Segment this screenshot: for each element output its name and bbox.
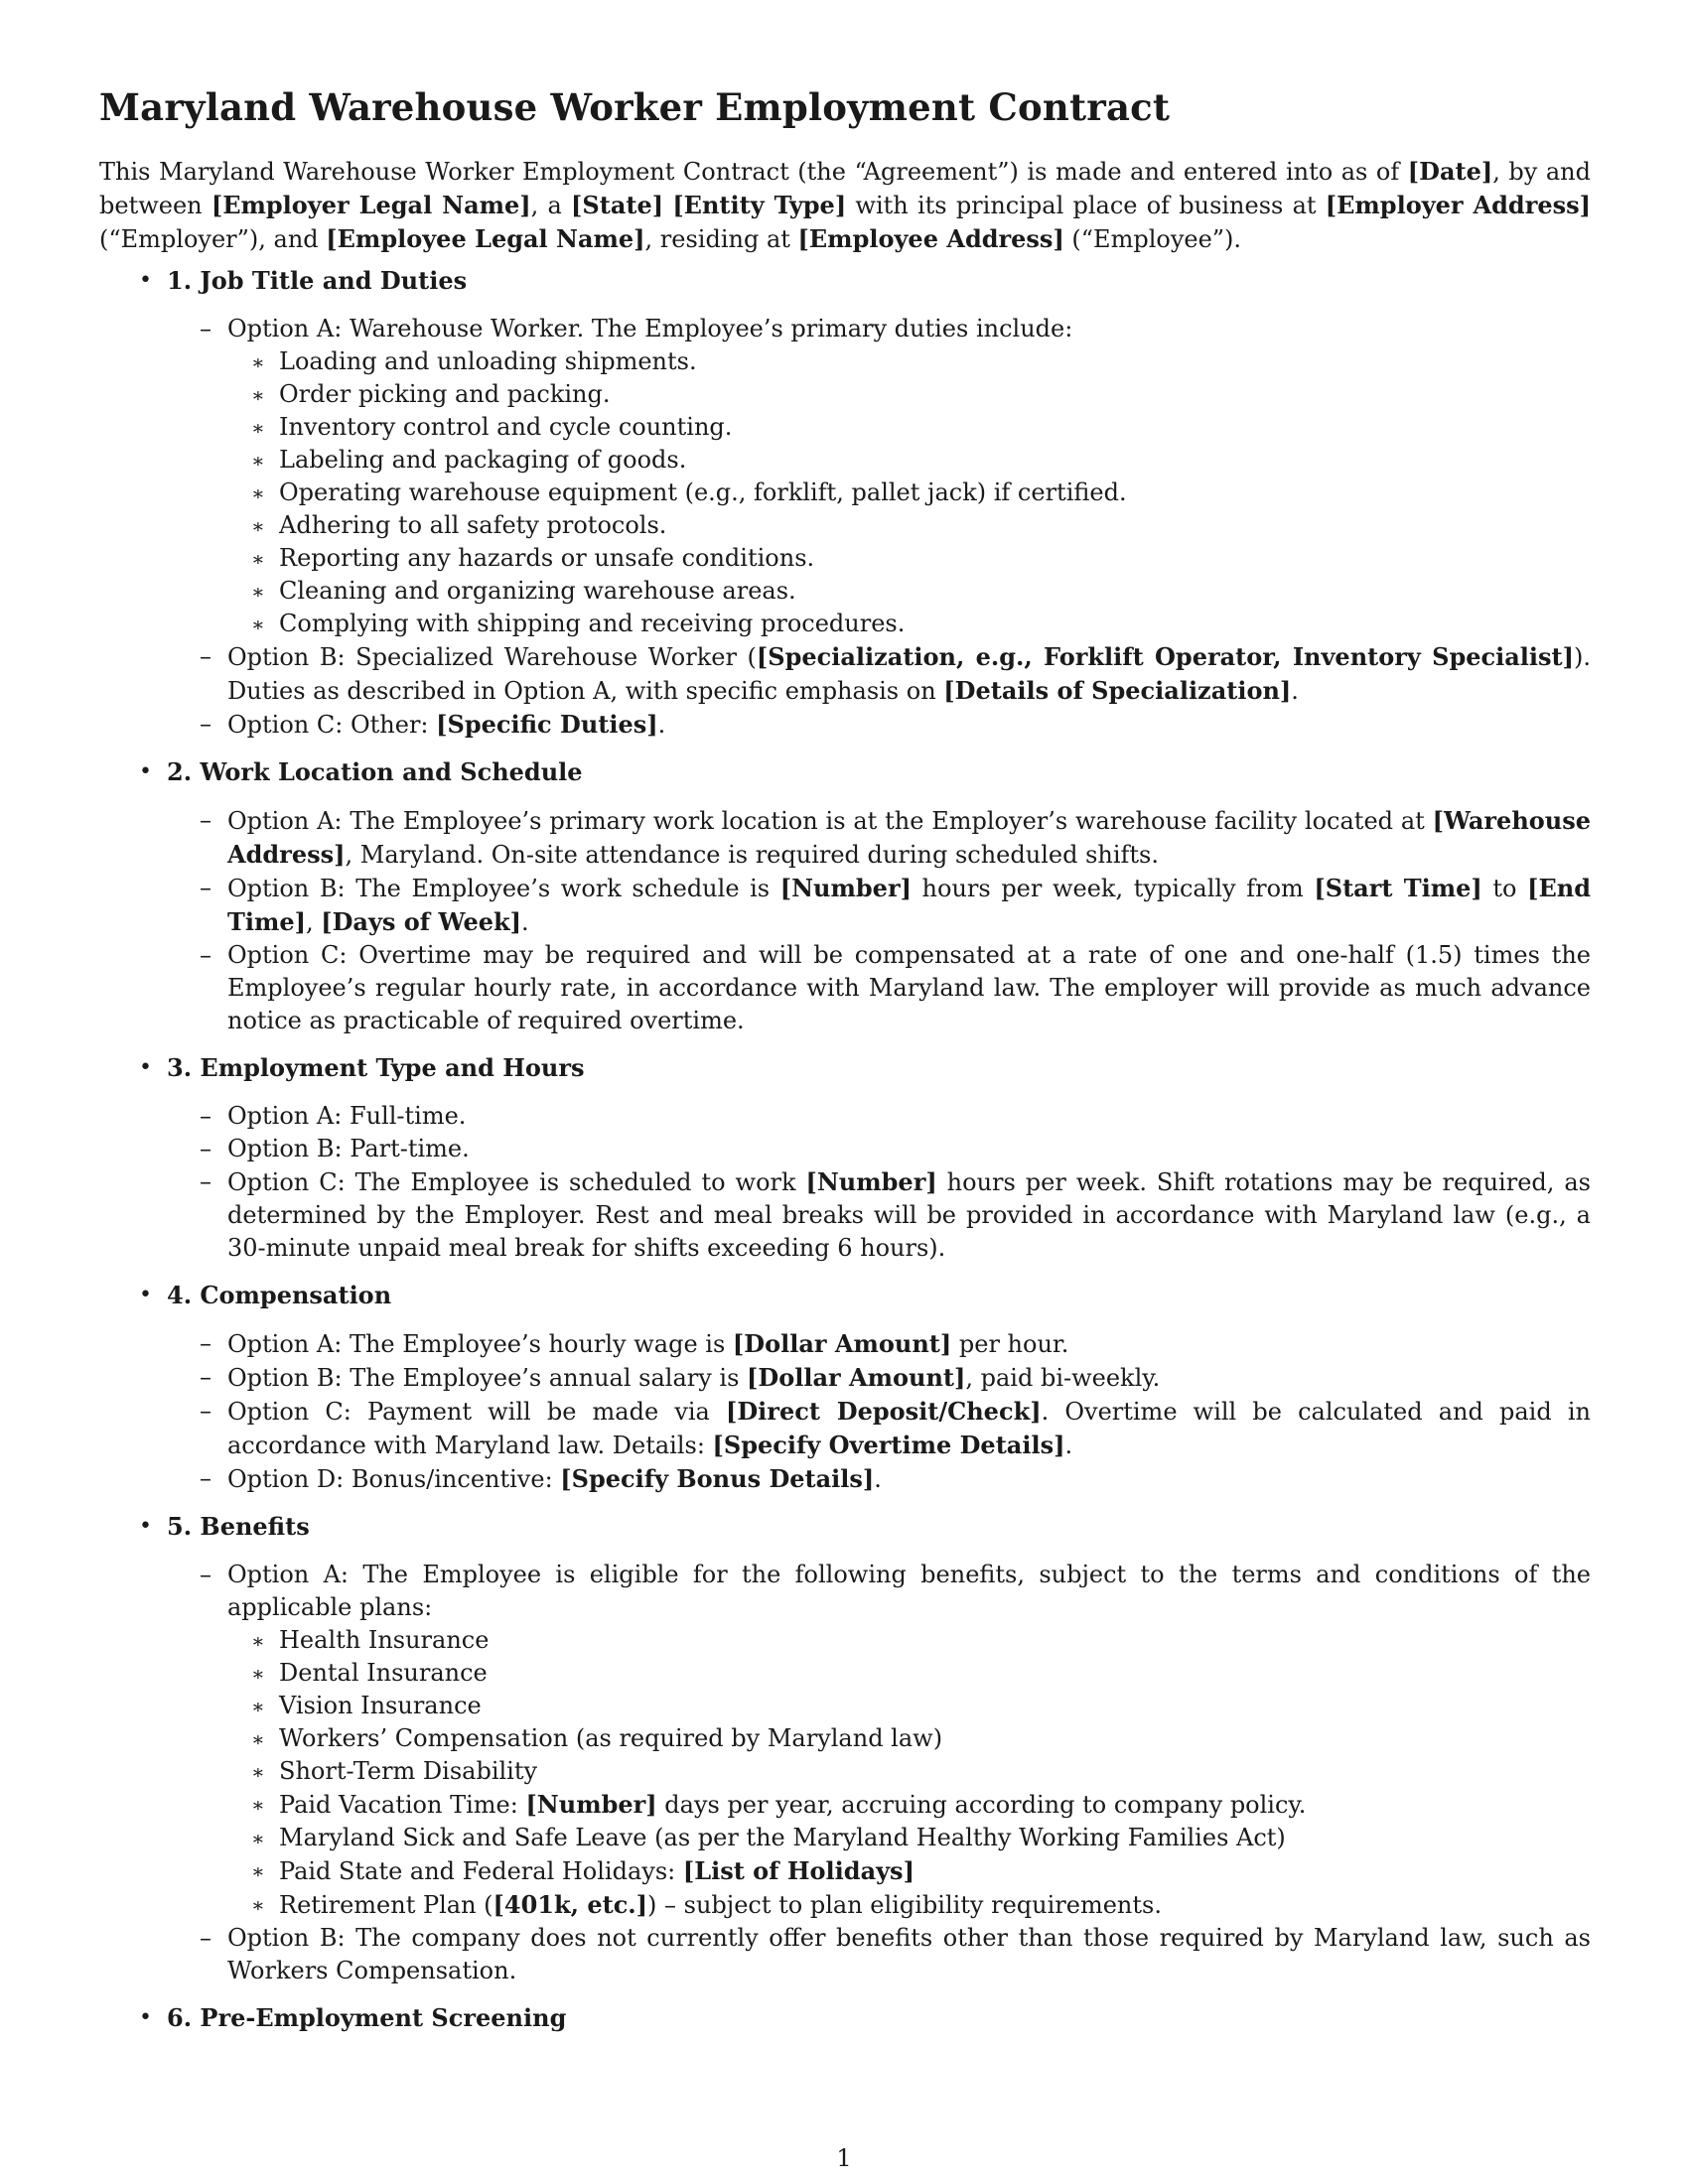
item-text: ) – subject to plan eligibility requirements. [647,1891,1162,1920]
item-text: Adhering to all safety protocols. [279,511,667,540]
item-text: Complying with shipping and receiving procedures. [279,610,906,638]
list-item [227,411,1591,444]
document-title: Maryland Warehouse Worker Employment Contract [99,85,1171,129]
end-time-placeholder: [End Time] [227,874,1591,937]
option-text: . [874,1465,882,1494]
option-text: hours per week, typically from [911,875,1315,903]
option-dash: – [200,806,211,835]
option-list [167,313,1591,742]
sub-bullet: ∗ [251,1662,265,1687]
sub-bullet: ∗ [251,350,265,375]
option-item [167,1395,1591,1462]
option-text: , [306,908,322,937]
intro-paragraph [99,155,1591,256]
option-dash: – [200,710,211,739]
holidays-placeholder: [List of Holidays] [682,1856,914,1886]
item-text: Operating warehouse equipment (e.g., forklift, pallet jack) if certified. [279,478,1127,507]
list-item [227,378,1591,411]
list-item [227,1755,1591,1788]
entity-type-placeholder: [Entity Type] [672,191,847,220]
item-text: Vision Insurance [279,1692,482,1720]
sub-bullet: ∗ [251,481,265,506]
overtime-details-placeholder: [Specify Overtime Details] [712,1431,1065,1460]
list-item [227,1624,1591,1657]
sub-bullet: ∗ [251,514,265,539]
list-item [227,1888,1591,1922]
option-dash: – [200,1167,211,1196]
employer-name-placeholder: [Employer Legal Name] [211,191,531,220]
option-dash: – [200,1924,211,1953]
option-text: Option B: Specialized Warehouse Worker ( [227,643,757,672]
item-text: Paid State and Federal Holidays: [279,1857,683,1886]
option-text: Option A: The Employee is eligible for the following benefits, subject to the terms and conditions of the applicable plans: [227,1561,1591,1622]
section-bullet: • [139,1283,152,1308]
sub-bullet: ∗ [251,613,265,637]
list-item [227,509,1591,542]
option-item [167,1361,1591,1395]
start-time-placeholder: [Start Time] [1314,874,1482,903]
section-title: 4. Compensation [167,1281,392,1310]
item-text: Labeling and packaging of goods. [279,446,687,475]
section-title: 1. Job Title and Duties [167,266,468,296]
item-text: Paid Vacation Time: [279,1791,526,1820]
option-text: Option A: The Employee’s hourly wage is [227,1330,733,1359]
sub-bullet: ∗ [251,1827,265,1851]
sub-bullet: ∗ [251,449,265,474]
option-text: Option A: The Employee’s primary work location is at the Employer’s warehouse facility located at [227,807,1433,836]
intro-text: , residing at [644,225,798,254]
option-dash: – [200,1329,211,1358]
specific-duties-placeholder: [Specific Duties] [436,710,658,740]
sub-bullet: ∗ [251,416,265,441]
option-item [167,313,1591,640]
option-item [167,708,1591,742]
option-list [167,1559,1591,1987]
option-text: Option D: Bonus/incentive: [227,1465,561,1494]
option-text: hours per week. Shift rotations may be required, as determined by the Employer. Rest and meal breaks will be provided in accordance with Maryland law (e.g., a 30-minute unpaid meal break for shifts exceeding 6 hours). [227,1168,1591,1263]
option-text: Option C: Other: [227,711,437,740]
intro-text: (“Employee”). [1063,225,1242,254]
state-placeholder: [State] [571,191,664,220]
option-text: . [521,908,529,937]
item-text: Retirement Plan ( [279,1891,493,1920]
list-item [227,608,1591,640]
option-item [167,1133,1591,1165]
section-bullet: • [139,1514,152,1540]
employer-address-placeholder: [Employer Address] [1325,191,1591,220]
option-text: , paid bi-weekly. [965,1364,1161,1393]
option-dash: – [200,1135,211,1163]
intro-text: , a [530,192,572,220]
item-text: Maryland Sick and Safe Leave (as per the Maryland Healthy Working Families Act) [279,1824,1286,1852]
item-text: Dental Insurance [279,1659,488,1688]
list-item [227,477,1591,509]
option-text: per hour. [951,1330,1069,1359]
option-item [167,640,1591,708]
option-text: , Maryland. On-site attendance is required during scheduled shifts. [345,841,1159,870]
duties-list [227,345,1591,640]
item-text: Reporting any hazards or unsafe conditions. [279,544,815,573]
option-item [167,1100,1591,1133]
list-item [227,542,1591,575]
employee-name-placeholder: [Employee Legal Name] [326,224,645,254]
list-item [227,1722,1591,1755]
section-work-location [99,755,1591,1037]
item-text: Short-Term Disability [279,1757,538,1786]
list-item [227,1788,1591,1822]
section-employment-type [99,1051,1591,1265]
payment-method-placeholder: [Direct Deposit/Check] [726,1397,1042,1427]
option-text: Option B: The company does not currently offer benefits other than those required by Maryland law, such as Workers Compensation. [227,1924,1591,1985]
item-text: days per year, accruing according to company policy. [656,1791,1307,1820]
intro-text: (“Employer”), and [99,225,327,254]
vacation-days-placeholder: [Number] [525,1790,657,1820]
hours-placeholder: [Number] [779,874,912,903]
sub-bullet: ∗ [251,1727,265,1752]
option-list [167,1327,1591,1496]
option-item [167,872,1591,939]
intro-text: This Maryland Warehouse Worker Employment Contract (the “Agreement”) is made and entered into as of [99,158,1408,187]
option-item [167,1462,1591,1496]
sub-bullet: ∗ [251,1629,265,1654]
item-text: Health Insurance [279,1626,490,1655]
section-title: 6. Pre-Employment Screening [167,2003,567,2033]
document-page [99,85,1591,2050]
specialization-details-placeholder: [Details of Specialization] [943,676,1292,706]
option-item [167,1559,1591,1922]
list-item [227,1822,1591,1854]
section-job-title [99,264,1591,742]
option-dash: – [200,642,211,671]
list-item [227,1854,1591,1888]
employee-address-placeholder: [Employee Address] [797,224,1064,254]
option-text: . [1291,677,1299,706]
option-text: . [1064,1432,1073,1460]
sub-bullet: ∗ [251,1859,265,1884]
section-title: 3. Employment Type and Hours [167,1053,585,1083]
section-benefits [99,1510,1591,1987]
bonus-details-placeholder: [Specify Bonus Details] [560,1464,875,1494]
item-text: Order picking and packing. [279,380,611,409]
option-item [167,1327,1591,1361]
section-bullet: • [139,268,152,294]
intro-text: with its principal place of business at [846,192,1326,220]
option-item [167,1165,1591,1265]
sub-bullet: ∗ [251,1760,265,1785]
sub-bullet: ∗ [251,1793,265,1818]
intro-text [663,192,672,219]
sub-bullet: ∗ [251,383,265,408]
option-item [167,939,1591,1037]
salary-placeholder: [Dollar Amount] [747,1363,966,1393]
sub-bullet: ∗ [251,1893,265,1918]
section-bullet: • [139,759,152,785]
sub-bullet: ∗ [251,580,265,605]
item-text: Workers’ Compensation (as required by Maryland law) [279,1724,943,1753]
option-dash: – [200,1561,211,1589]
option-dash: – [200,941,211,970]
option-dash: – [200,1397,211,1426]
option-text: Option C: Payment will be made via [227,1398,727,1427]
days-of-week-placeholder: [Days of Week] [321,907,522,937]
list-item [227,575,1591,608]
option-text: Option B: The Employee’s annual salary is [227,1364,748,1393]
option-text: Option C: Overtime may be required and will be compensated at a rate of one and one-half (1.5) times the Employee’s regular hourly rate, in accordance with Maryland law. The employer will provide as much advance notice as practicable of required overtime. [227,941,1591,1035]
option-dash: – [200,1363,211,1392]
option-dash: – [200,874,211,902]
option-text: Option C: The Employee is scheduled to work [227,1168,806,1197]
list-item [227,1657,1591,1690]
section-list [99,264,1591,2034]
specialization-placeholder: [Specialization, e.g., Forklift Operator, Inventory Specialist] [756,642,1574,672]
list-item [227,345,1591,378]
sub-bullet: ∗ [251,1695,265,1719]
section-compensation [99,1279,1591,1496]
option-text: . Overtime will be calculated and paid in accordance with Maryland law. Details: [227,1398,1591,1460]
date-placeholder: [Date] [1407,157,1493,187]
item-text: Loading and unloading shipments. [279,347,697,376]
option-text: to [1481,875,1528,903]
option-text: ). Duties as described in Option A, with specific emphasis on [227,643,1591,706]
section-pre-employment-screening [99,2001,1591,2034]
option-item [167,804,1591,872]
benefits-list [227,1624,1591,1922]
list-item [227,444,1591,477]
item-text: Cleaning and organizing warehouse areas. [279,577,796,606]
retirement-plan-placeholder: [401k, etc.] [492,1890,648,1920]
option-list [167,804,1591,1037]
section-title: 5. Benefits [167,1512,310,1542]
option-dash: – [200,1464,211,1493]
section-title: 2. Work Location and Schedule [167,757,583,787]
list-item [227,1690,1591,1722]
section-bullet: • [139,2005,152,2031]
hours-placeholder: [Number] [805,1167,937,1197]
sub-bullet: ∗ [251,547,265,572]
warehouse-address-placeholder: [Warehouse Address] [227,806,1591,870]
option-text: . [657,711,666,740]
item-text: Inventory control and cycle counting. [279,413,733,442]
intro-text: , by and between [99,158,1591,220]
option-list [167,1100,1591,1265]
page-number: 1 [836,2144,852,2172]
option-text: Option B: The Employee’s work schedule is [227,875,780,903]
option-item [167,1922,1591,1987]
hourly-wage-placeholder: [Dollar Amount] [732,1329,952,1359]
option-text: Option B: Part-time. [227,1135,470,1163]
option-dash: – [200,1102,211,1131]
option-text: Option A: Full-time. [227,1102,467,1131]
option-text: Option A: Warehouse Worker. The Employee’s primary duties include: [227,315,1073,343]
section-bullet: • [139,1055,152,1081]
option-dash: – [200,315,211,343]
